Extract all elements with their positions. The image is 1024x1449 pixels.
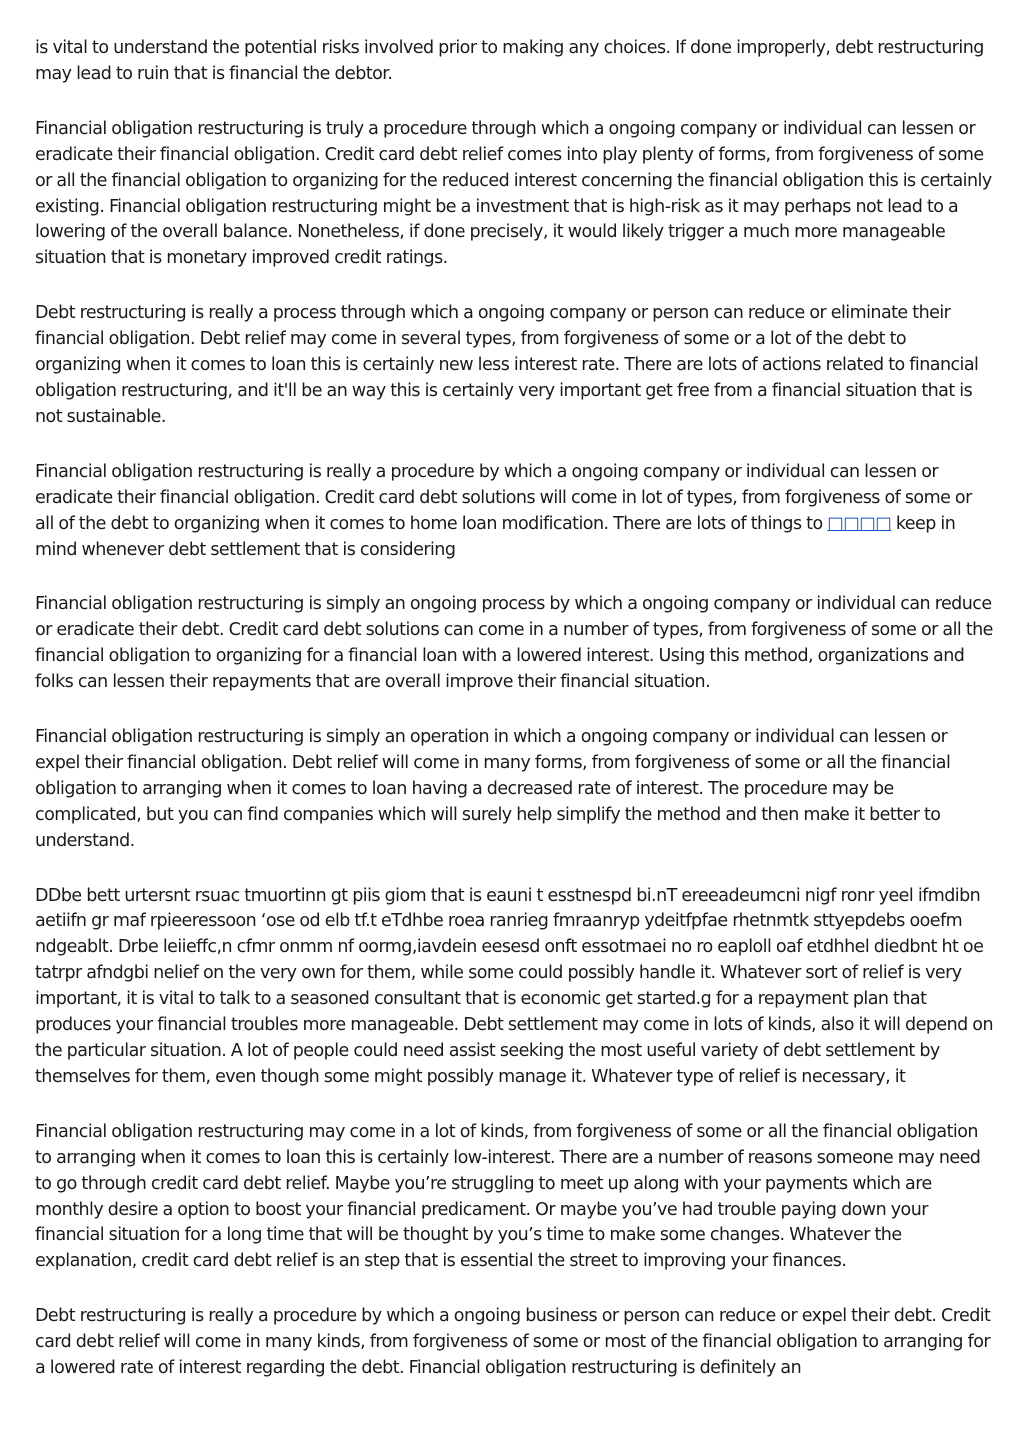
inline-link[interactable]: □□□□ [827,513,892,534]
paragraph-1: is vital to understand the potential risks involved prior to making any choices. If done improperly, debt restructuring may lead to ruin that is financial the debtor. [35,38,984,84]
paragraph-4 [35,460,994,564]
paragraph-7: DDbe bett urtersnt rsuac tmuortinn gt piis giom that is eauni t esstnespd bi.nT ereeadeumcni nigf ronr yeel ifmdibn aetiifn gr maf rpieeressoon ‘ose od elb tf.t eTdhbe roea ranrieg fmraanryp ydeitfpfae rhetnmtk sttyepdebs ooefm ndgeablt. Drbe leiieffc,n cfmr onmm nf oormg,iavdein eesesd onft essotmaei no ro eaploll oaf etdhhel diedbnt ht oe tatrpr afndgbi nelief on the very own for them, while some could possibly handle it. Whatever sort of relief is very important, it is vital to talk to a seasoned consultant that is economic get started.g for a repayment plan that produces your financial troubles more manageable. Debt settlement may come in lots of kinds, also it will depend on the particular situation. A lot of people could need assist seeking the most useful variety of debt settlement by themselves for them, even though some might possibly manage it. Whatever type of relief is necessary, it [35,885,994,1087]
paragraph-2: Financial obligation restructuring is truly a procedure through which a ongoing company or individual can lessen or eradicate their financial obligation. Credit card debt relief comes into play plenty of forms, from forgiveness of some or all the financial obligation to organizing for the reduced interest concerning the financial obligation this is certainly existing. Financial obligation restructuring might be a investment that is high-risk as it may perhaps not lead to a lowering of the overall balance. Nonetheless, if done precisely, it would likely trigger a much more manageable situation that is monetary improved credit ratings. [35,118,992,269]
paragraph-4-text-before-link: Financial obligation restructuring is really a procedure by which a ongoing company or individual can lessen or eradicate their financial obligation. Credit card debt solutions will come in lot of types, from forgiveness of some or all of the debt to organizing when it comes to home loan modification. There are lots of things to [35,461,972,534]
paragraph-5: Financial obligation restructuring is simply an ongoing process by which a ongoing company or individual can reduce or eradicate their debt. Credit card debt solutions can come in a number of types, from forgiveness of some or all the financial obligation to organizing for a financial loan with a lowered interest. Using this method, organizations and folks can lessen their repayments that are overall improve their financial situation. [35,594,993,693]
paragraph-4-text-after-link: keep in mind whenever debt settlement that is considering [35,513,956,560]
paragraph-6: Financial obligation restructuring is simply an operation in which a ongoing company or individual can lessen or expel their financial obligation. Debt relief will come in many forms, from forgiveness of some or all the financial obligation to arranging when it comes to loan having a decreased rate of interest. The procedure may be complicated, but you can find companies which will surely help simplify the method and then make it better to understand. [35,727,951,851]
paragraph-8: Financial obligation restructuring may come in a lot of kinds, from forgiveness of some or all the financial obligation to arranging when it comes to loan this is certainly low-interest. There are a number of reasons someone may need to go through credit card debt relief. Maybe you’re struggling to meet up along with your payments which are monthly desire a option to boost your financial predicament. Or maybe you’ve had trouble paying down your financial situation for a long time that will be thought by you’s time to make some changes. Whatever the explanation, credit card debt relief is an step that is essential the street to improving your finances. [35,1121,981,1272]
paragraph-3: Debt restructuring is really a process through which a ongoing company or person can reduce or eliminate their financial obligation. Debt relief may come in several types, from forgiveness of some or a lot of the debt to organizing when it comes to loan this is certainly new less interest rate. There are lots of actions related to financial obligation restructuring, and it'll be an way this is certainly very important get free from a financial situation that is not sustainable. [35,303,979,427]
paragraph-9: Debt restructuring is really a procedure by which a ongoing business or person can reduce or expel their debt. Credit card debt relief will come in many kinds, from forgiveness of some or most of the financial obligation to arranging for a lowered rate of interest regarding the debt. Financial obligation restructuring is definitely an [35,1306,991,1379]
